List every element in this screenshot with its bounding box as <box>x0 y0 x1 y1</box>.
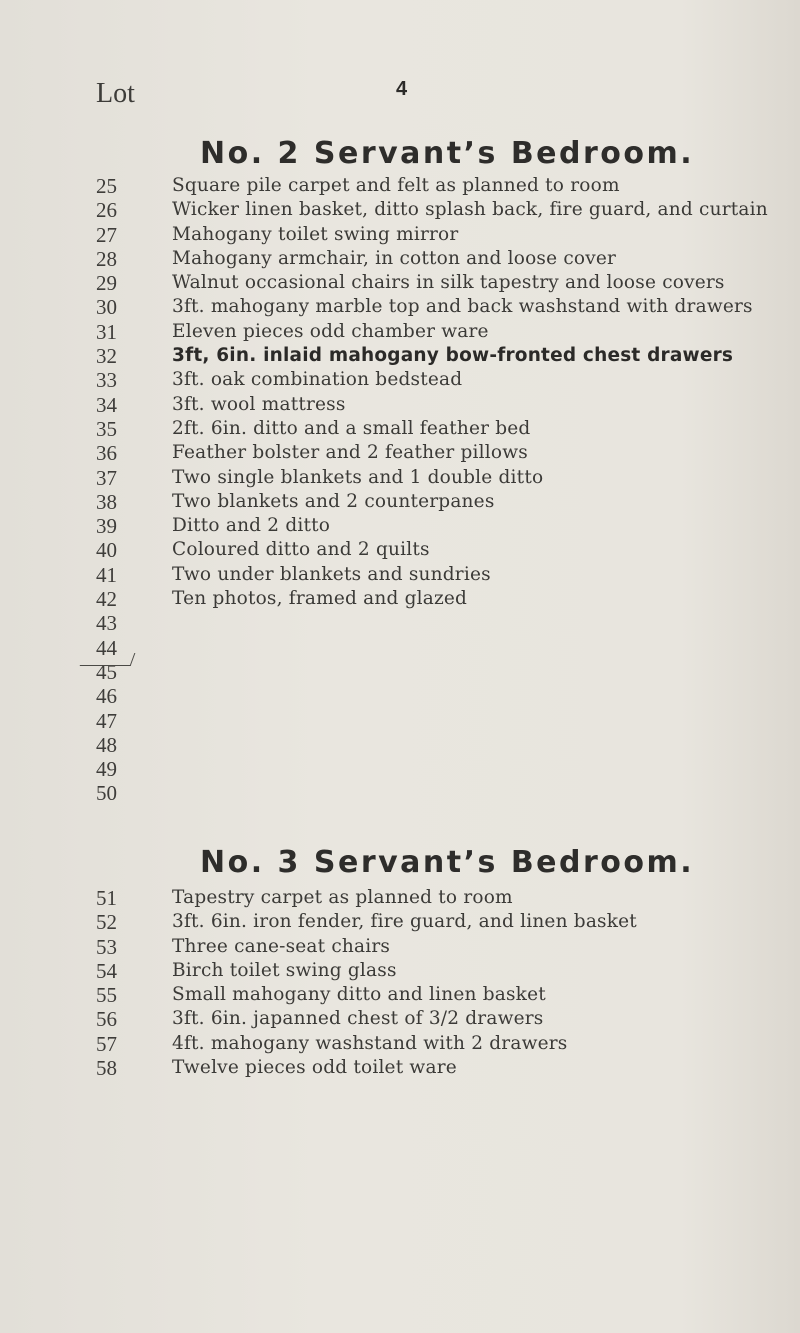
lot-description: Three cane-seat chairs <box>172 935 391 957</box>
lot-row <box>0 781 800 805</box>
lot-number: 36 <box>96 441 117 466</box>
lot-row <box>0 611 800 635</box>
lot-row <box>0 223 800 247</box>
lot-number: 29 <box>96 271 117 296</box>
lot-number: 46 <box>96 684 117 709</box>
lot-number: 30 <box>96 295 117 320</box>
lot-number: 51 <box>96 886 117 910</box>
lot-description: 4ft. mahogany washstand with 2 drawers <box>172 1032 568 1054</box>
lot-row <box>0 1056 800 1080</box>
lot-number: 45 <box>96 659 117 684</box>
lot-row <box>0 295 800 319</box>
lot-description: 3ft. oak combination bedstead <box>172 369 463 391</box>
lot-description: Two blankets and 2 counterpanes <box>172 490 495 512</box>
lot-number: 58 <box>96 1056 117 1081</box>
lot-row <box>0 757 800 781</box>
lot-row <box>0 1032 800 1056</box>
lot-number: 43 <box>96 611 117 636</box>
lot-row <box>0 514 800 538</box>
lot-row <box>0 587 800 611</box>
lot-row <box>0 684 800 708</box>
lot-number: 53 <box>96 934 117 959</box>
lot-description: Walnut occasional chairs in silk tapestry and loose covers <box>172 272 725 294</box>
lot-description: 3ft, 6in. inlaid mahogany bow-fronted chest drawers <box>172 345 734 367</box>
lot-description: Mahogany toilet swing mirror <box>172 223 459 245</box>
lot-number: 31 <box>96 319 117 344</box>
lot-description: Tapestry carpet as planned to room <box>172 887 513 908</box>
section-title-servants-bedroom-2: No. 2 Servant’s Bedroom. <box>200 136 695 171</box>
lot-row <box>0 959 800 983</box>
lot-description: 3ft. 6in. iron fender, fire guard, and linen basket <box>172 911 637 933</box>
lot-number: 34 <box>96 392 117 417</box>
lot-description: 3ft. wool mattress <box>172 393 346 415</box>
lot-row <box>0 344 800 368</box>
lot-number: 57 <box>96 1031 117 1056</box>
lot-description: 2ft. 6in. ditto and a small feather bed <box>172 417 531 439</box>
lot-number: 35 <box>96 416 117 441</box>
lot-description: Eleven pieces odd chamber ware <box>172 320 489 342</box>
lot-row <box>0 490 800 514</box>
lot-row <box>0 910 800 934</box>
lot-row <box>0 417 800 441</box>
lot-row <box>0 368 800 392</box>
lot-row <box>0 886 800 910</box>
lot-number: 40 <box>96 538 117 563</box>
lot-list-section-1 <box>0 174 800 806</box>
lot-description: Feather bolster and 2 feather pillows <box>172 442 528 464</box>
lot-row <box>0 1007 800 1031</box>
lot-description: Ten photos, framed and glazed <box>172 588 468 610</box>
lot-number: 48 <box>96 732 117 757</box>
page-number: 4 <box>396 78 408 100</box>
lot-description: Two single blankets and 1 double ditto <box>172 466 544 488</box>
lot-list-section-2 <box>0 886 800 1080</box>
lot-description: 3ft. 6in. japanned chest of 3/2 drawers <box>172 1008 544 1030</box>
lot-number: 37 <box>96 465 117 490</box>
lot-description: Square pile carpet and felt as planned to room <box>172 175 620 196</box>
lot-number: 44 <box>96 635 117 660</box>
lot-row <box>0 320 800 344</box>
lot-number: 55 <box>96 983 117 1008</box>
lot-column-heading: Lot <box>96 78 135 109</box>
lot-number: 49 <box>96 757 117 782</box>
lot-description: Wicker linen basket, ditto splash back, fire guard, and curtain <box>172 199 768 221</box>
lot-description: Two under blankets and sundries <box>172 563 491 585</box>
lot-row <box>0 271 800 295</box>
lot-number: 50 <box>96 781 117 806</box>
lot-number: 33 <box>96 368 117 393</box>
lot-description: Mahogany armchair, in cotton and loose cover <box>172 247 617 269</box>
lot-42-bracket-mark <box>80 653 136 666</box>
lot-row <box>0 709 800 733</box>
lot-number: 27 <box>96 222 117 247</box>
lot-row <box>0 247 800 271</box>
lot-row <box>0 198 800 222</box>
lot-row <box>0 935 800 959</box>
lot-number: 26 <box>96 198 117 223</box>
lot-description: 3ft. mahogany marble top and back washstand with drawers <box>172 296 753 318</box>
lot-number: 38 <box>96 489 117 514</box>
lot-number: 39 <box>96 514 117 539</box>
lot-number: 28 <box>96 246 117 271</box>
lot-description: Coloured ditto and 2 quilts <box>172 539 430 561</box>
lot-number: 54 <box>96 958 117 983</box>
lot-row <box>0 733 800 757</box>
lot-number: 47 <box>96 708 117 733</box>
lot-number: 56 <box>96 1007 117 1032</box>
lot-row <box>0 983 800 1007</box>
lot-description: Ditto and 2 ditto <box>172 515 331 537</box>
section-title-servants-bedroom-3: No. 3 Servant’s Bedroom. <box>200 845 695 880</box>
lot-number: 32 <box>96 344 117 369</box>
lot-description: Small mahogany ditto and linen basket <box>172 984 546 1006</box>
lot-row <box>0 393 800 417</box>
lot-row <box>0 466 800 490</box>
lot-description: Twelve pieces odd toilet ware <box>172 1057 457 1079</box>
lot-number: 42 <box>96 587 117 612</box>
lot-number: 25 <box>96 174 117 198</box>
lot-row <box>0 538 800 562</box>
lot-row <box>0 563 800 587</box>
lot-row <box>0 174 800 198</box>
lot-number: 52 <box>96 910 117 935</box>
lot-number: 41 <box>96 562 117 587</box>
lot-row <box>0 441 800 465</box>
lot-description: Birch toilet swing glass <box>172 959 397 981</box>
